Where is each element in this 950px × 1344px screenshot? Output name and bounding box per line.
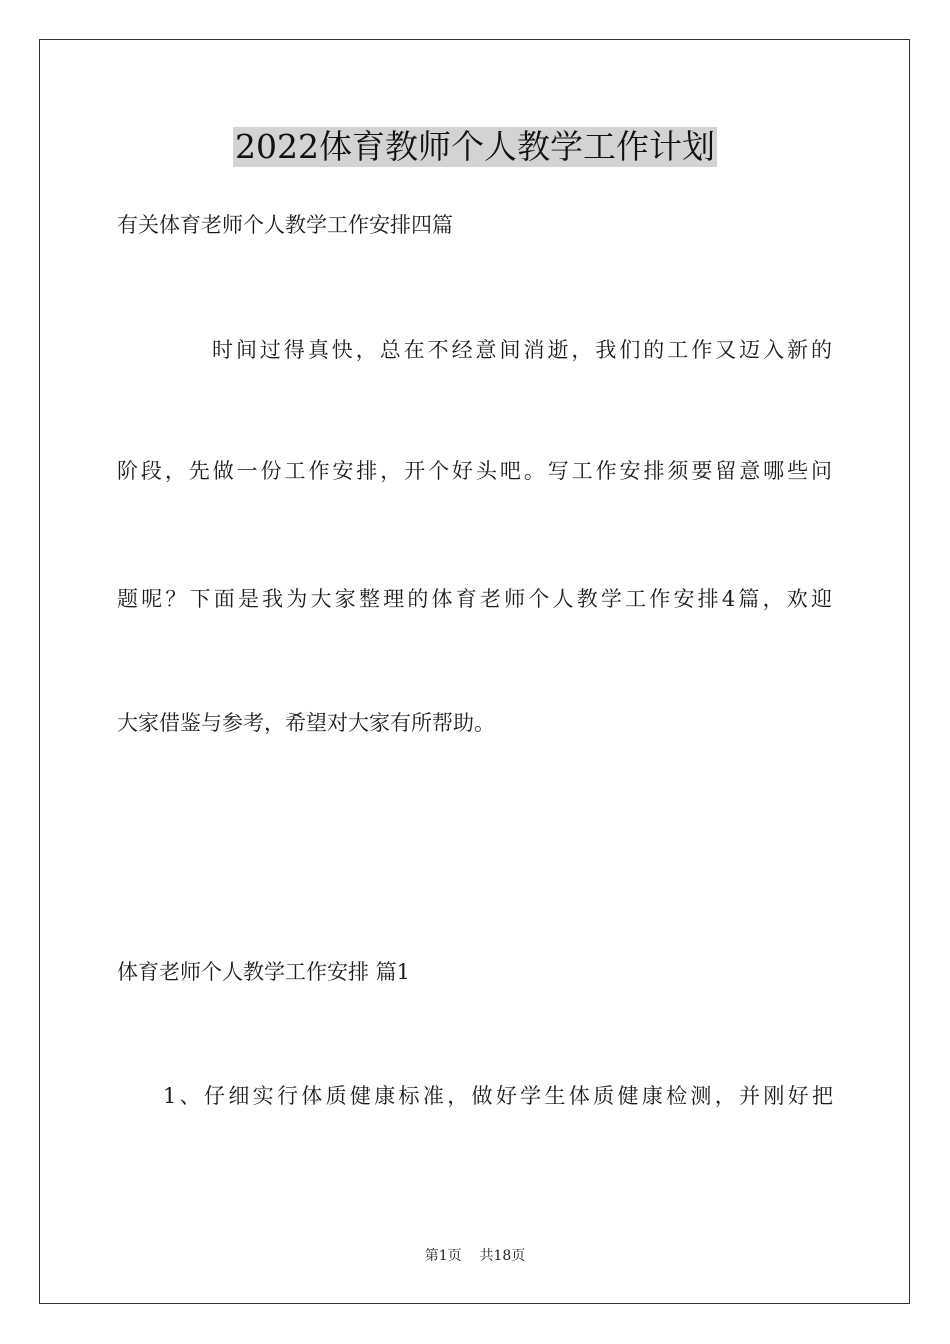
- intro-line-4: 大家借鉴与参考，希望对大家有所帮助。: [117, 711, 495, 735]
- section-paragraph-line-1: 1、仔细实行体质健康标准，做好学生体质健康检测，并刚好把: [163, 1084, 833, 1108]
- intro-line-3: 题呢？下面是我为大家整理的体育老师个人教学工作安排4篇，欢迎: [117, 587, 832, 611]
- intro-line-1: 时间过得真快，总在不经意间消逝，我们的工作又迈入新的: [212, 338, 832, 362]
- title-container: [0, 127, 950, 167]
- intro-line-2: 阶段，先做一份工作安排，开个好头吧。写工作安排须要留意哪些问: [117, 459, 832, 483]
- document-subtitle: 有关体育老师个人教学工作安排四篇: [117, 213, 453, 237]
- document-title: 2022体育教师个人教学工作计划: [235, 127, 715, 166]
- section-heading: 体育老师个人教学工作安排 篇1: [117, 960, 411, 984]
- page-number-footer: 第1页 共18页: [424, 1248, 526, 1264]
